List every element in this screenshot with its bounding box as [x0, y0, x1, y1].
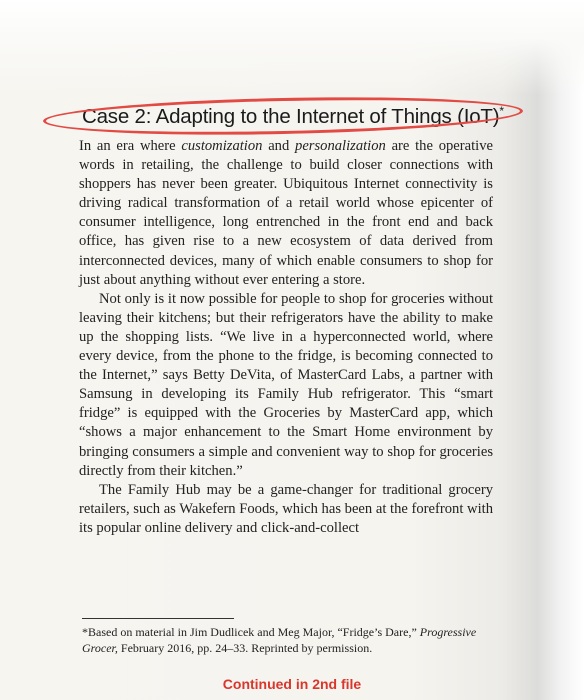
footnote-run-0: *Based on material in Jim Dudlicek and Meg Major, “Fridge’s Dare,”: [82, 625, 420, 639]
case-title-text: Case 2: Adapting to the Internet of Things (IoT): [82, 104, 500, 128]
paragraph-1-run-4: are the operative words in retailing, the challenge to build closer connections with shoppers has never been greater. Ubiquitous Internet connectivity is driving radical transformation of a retail world whose epicenter of consumer intelligence, long entrenched in the front end and back office, has given rise to a new ecosystem of data derived from interconnected devices, many of which enable consumers to shop for just about anything without ever entering a store.: [79, 138, 493, 288]
paragraph-1-run-0: In an era where: [79, 138, 182, 154]
paragraph-3: The Family Hub may be a game-changer for traditional grocery retailers, such as Wakefern Foods, which has been at the forefront with its popular online delivery and click-and-collect: [79, 481, 493, 536]
footnote-run-1: Progressive Grocer,: [82, 625, 477, 655]
footnote: [82, 624, 500, 656]
paragraph-1-run-1: customization: [181, 138, 263, 154]
paragraph-1-run-3: personalization: [295, 138, 386, 154]
footnote-run-2: February 2016, pp. 24–33. Reprinted by permission.: [117, 641, 373, 655]
footnote-rule: [82, 618, 234, 619]
case-body: [79, 137, 493, 538]
paragraph-1: [79, 137, 493, 290]
continued-label: Continued in 2nd file: [222, 676, 362, 692]
page-top-fade: [0, 0, 584, 95]
paragraph-2: Not only is it now possible for people to shop for groceries without leaving their kitchens; but their refrigerators have the ability to make up the shopping lists. “We live in a hyperconnected world, where every device, from the phone to the fridge, is becoming connected to the Internet,” says Betty DeVita, of MasterCard Labs, a partner with Samsung in developing its Family Hub refrigerator. This “smart fridge” is equipped with the Groceries by MasterCard app, which “shows a major enhancement to the Smart Home environment by bringing consumers a simple and convenient way to shop for groceries directly from their kitchen.”: [79, 290, 493, 479]
footnote-marker: *: [499, 104, 504, 118]
paragraph-1-run-2: and: [262, 138, 296, 154]
red-annotation-circle: [43, 93, 524, 139]
